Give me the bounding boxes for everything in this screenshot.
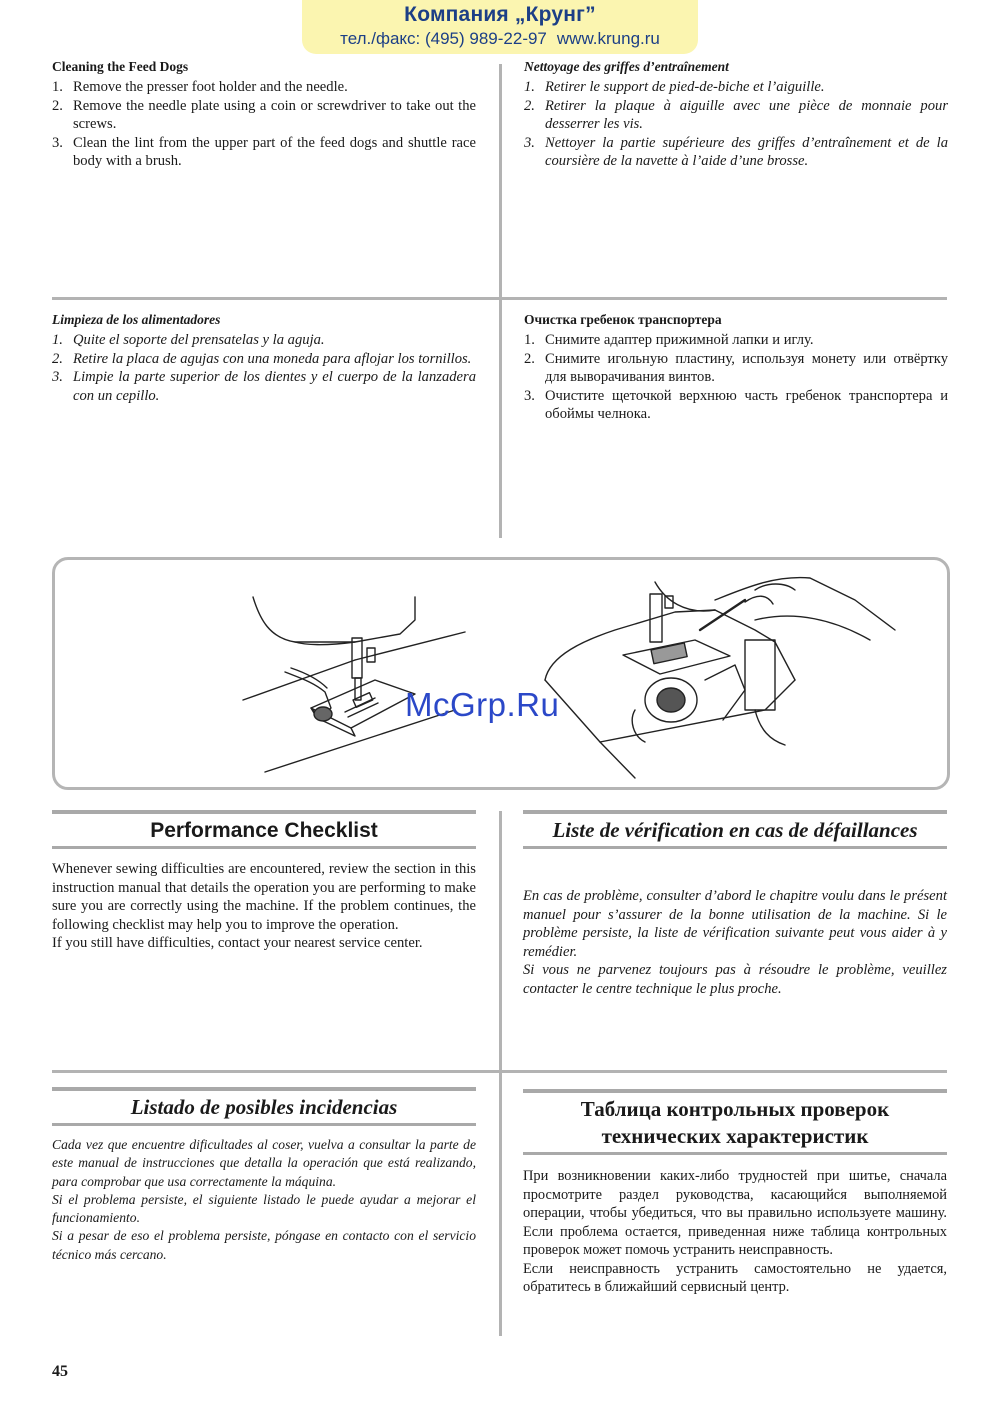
checklist-heading-box-fr bbox=[523, 810, 947, 849]
company-banner bbox=[302, 0, 698, 54]
sewing-machine-drawing bbox=[55, 560, 947, 787]
step-item: 3. Nettoyer la partie supérieure des griffes d’entraînement et de la coursière de la navette à l’aide d’une brosse. bbox=[524, 134, 948, 170]
step-item: 2. Снимите игольную пластину, используя монету или отвёртку для выворачивания винтов. bbox=[524, 350, 948, 386]
company-phone: тел./факс: (495) 989-22-97 bbox=[340, 29, 547, 48]
checklist-heading: Таблица контрольных проверок технических характеристик bbox=[580, 1097, 890, 1148]
company-contact bbox=[302, 29, 698, 49]
section-title: Nettoyage des griffes d’entraînement bbox=[524, 59, 729, 74]
column-divider-checklist-bottom bbox=[499, 1073, 502, 1336]
section-title: Limpieza de los alimentadores bbox=[52, 312, 221, 327]
cleaning-section-fr bbox=[524, 59, 948, 171]
column-divider-middle bbox=[499, 300, 502, 538]
checklist-heading-box-es bbox=[52, 1087, 476, 1126]
checklist-heading-box-en bbox=[52, 810, 476, 849]
step-item: 3. Limpie la parte superior de los dientes y el cuerpo de la lanzadera con un cepillo. bbox=[52, 369, 476, 404]
paragraph: En cas de problème, consulter d’abord le chapitre voulu dans le présent manuel pour s’assurer de la bonne utilisation de la machine. Si le problème persiste, la liste de vérification suivante peut vous aider à y remédier. bbox=[523, 888, 947, 960]
cleaning-section-ru bbox=[524, 312, 948, 424]
paragraph: Si el problema persiste, el siguiente listado le puede ayudar a mejorar el funcionamiento. bbox=[52, 1191, 476, 1226]
column-divider-checklist-top bbox=[499, 811, 502, 1071]
cleaning-section-es bbox=[52, 312, 476, 405]
paragraph: Если неисправность устранить самостоятельно не удается, обратитесь в ближайший сервисный центр. bbox=[523, 1260, 947, 1295]
step-item: 3. Clean the lint from the upper part of the feed dogs and shuttle race body with a brush. bbox=[52, 134, 476, 170]
company-name: Компания „Крунг” bbox=[404, 3, 596, 26]
checklist-heading-box-ru bbox=[523, 1089, 947, 1155]
checklist-heading: Performance Checklist bbox=[150, 819, 378, 842]
checklist-text-es bbox=[52, 1136, 476, 1264]
watermark-text: McGrp.Ru bbox=[405, 686, 560, 723]
checklist-heading: Listado de posibles incidencias bbox=[130, 1095, 398, 1119]
paragraph: При возникновении каких-либо трудностей при шитье, сначала просмотрите раздел руководства, касающийся выполняемой операции, чтобы убедиться, что вы правильно используете машину. Если проблема остается, приведенная ниже таблица контрольных проверок может помочь устранить неисправность. bbox=[523, 1168, 947, 1258]
paragraph: Whenever sewing difficulties are encountered, review the section in this instruction manual that details the operation you are performing to make sure you are correctly using the machine. If the problem continues, the following checklist may help you to improve the operation. bbox=[52, 861, 476, 933]
checklist-text-fr bbox=[523, 887, 947, 998]
section-title: Cleaning the Feed Dogs bbox=[52, 59, 189, 74]
step-item: 2. Retire la placa de agujas con una moneda para aflojar los tornillos. bbox=[52, 350, 472, 367]
checklist-text-en bbox=[52, 860, 476, 953]
paragraph: Cada vez que encuentre dificultades al coser, vuelva a consultar la parte de este manual de instrucciones que detalla la operación que está realizando, para comprobar que usa correctamente la máquina. bbox=[52, 1137, 476, 1189]
step-item: 1. Remove the presser foot holder and the needle. bbox=[52, 79, 348, 95]
paragraph: Si vous ne parvenez toujours pas à résoudre le problème, veuillez contacter le centre technique le plus proche. bbox=[523, 962, 947, 997]
paragraph: If you still have difficulties, contact your nearest service center. bbox=[52, 935, 423, 951]
step-item: 3. Очистите щеточкой верхнюю часть гребенок транспортера и обоймы челнока. bbox=[524, 387, 948, 423]
feed-dog-cleaning-illustration bbox=[52, 557, 950, 790]
column-divider-top bbox=[499, 64, 502, 297]
step-item: 2. Remove the needle plate using a coin or screwdriver to take out the screws. bbox=[52, 97, 476, 133]
section-title: Очистка гребенок транспортера bbox=[524, 312, 722, 327]
step-item: 1. Retirer le support de pied-de-biche et l’aiguille. bbox=[524, 79, 825, 95]
step-item: 2. Retirer la plaque à aiguille avec une pièce de monnaie pour desserrer les vis. bbox=[524, 97, 948, 133]
page-number: 45 bbox=[52, 1363, 68, 1380]
cleaning-section-en bbox=[52, 59, 476, 171]
step-item: 1. Снимите адаптер прижимной лапки и иглу. bbox=[524, 332, 814, 348]
paragraph: Si a pesar de eso el problema persiste, póngase en contacto con el servicio técnico más cercano. bbox=[52, 1228, 476, 1262]
checklist-text-ru bbox=[523, 1167, 947, 1297]
checklist-heading: Liste de vérification en cas de défaillances bbox=[552, 818, 918, 842]
company-website[interactable]: www.krung.ru bbox=[556, 29, 660, 48]
step-item: 1. Quite el soporte del prensatelas y la aguja. bbox=[52, 332, 325, 348]
